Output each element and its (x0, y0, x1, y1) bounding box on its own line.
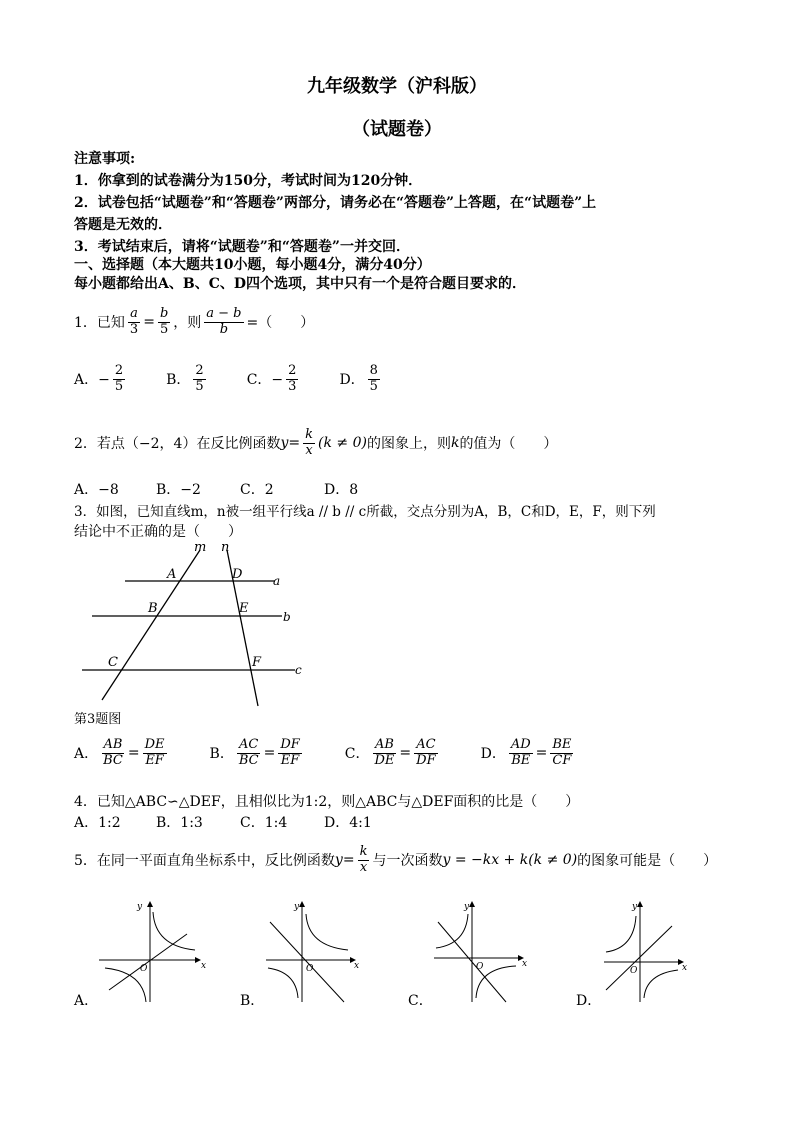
q3-c-l1: AB (374, 737, 394, 752)
q3-a-r1: DE (144, 737, 165, 752)
q5-y: y (334, 852, 343, 869)
q5a-line (109, 934, 187, 990)
q3-d-r1: BE (552, 737, 572, 752)
q1-a-den: 5 (114, 378, 124, 394)
q1-tail: =（ ） (246, 315, 315, 332)
q2-prefix: 2．若点（−2，4）在反比例函数 (74, 436, 281, 453)
q5-graph-b[interactable] (262, 898, 362, 1006)
q5a-x-label: x (201, 961, 207, 971)
q3-d-l1: AD (510, 737, 531, 752)
notes-item-2: 2．试卷包括“试题卷”和“答题卷”两部分，请务必在“答题卷”上答题，在“试题卷”上 (74, 195, 597, 211)
q5c-hyperbola-1 (436, 914, 468, 948)
q4-option-a[interactable]: A．1:2 (74, 815, 121, 831)
q1-option-a[interactable]: A．− (74, 372, 110, 389)
q5b-line (270, 922, 344, 1002)
q3-option-a[interactable]: A． (74, 746, 99, 763)
q5-prefix: 5．在同一平面直角坐标系中，反比例函数 (74, 853, 335, 870)
q1-c-den: 3 (288, 378, 297, 394)
q1-d-den: 5 (369, 378, 378, 394)
label-F: F (252, 655, 262, 670)
q2-option-a[interactable]: A．−8 (74, 482, 119, 498)
q1-frac2-den: 5 (159, 321, 169, 337)
q3-b-l1: AC (239, 737, 259, 752)
q1-prefix: 1．已知 (74, 315, 125, 332)
q5c-y-label: y (464, 902, 470, 912)
q5b-hyperbola-2 (268, 968, 298, 998)
q5-option-b[interactable]: B． (240, 993, 265, 1009)
page-title: 九年级数学（沪科版） (307, 76, 487, 97)
q5b-y-label: y (294, 902, 300, 912)
question-4: 4．已知△ABC∽△DEF，且相似比为1:2，则△ABC与△DEF面积的比是（ ） (74, 794, 580, 810)
question-1 (74, 307, 314, 338)
section1-desc: 每小题都给出A、B、C、D四个选项，其中只有一个是符合题目要求的． (74, 276, 526, 292)
q2-y: y (280, 435, 289, 452)
q1-frac1-den: 3 (129, 321, 139, 337)
q1-options (74, 364, 383, 395)
q1-option-c[interactable]: C．− (246, 372, 284, 389)
q3-b-r1: DF (280, 737, 300, 752)
q3-d-l2: BE (511, 752, 531, 768)
q3-c-l2: DE (374, 752, 395, 768)
q4-option-c[interactable]: C．1:4 (240, 815, 288, 831)
label-C: C (108, 655, 118, 670)
q1-a-num: 2 (114, 363, 124, 378)
q2-option-c[interactable]: C．2 (240, 482, 274, 498)
q1-frac3-den: b (219, 321, 229, 337)
q3-line-2: 结论中不正确的是（ ） (74, 524, 242, 540)
q2-tail2: 的值为（ ） (459, 436, 558, 453)
q2-option-d[interactable]: D．8 (324, 482, 359, 498)
q3-d-r2: CF (552, 752, 572, 768)
q1-frac2-num: b (159, 306, 169, 321)
label-B: B (148, 601, 158, 616)
q5-k: k (359, 844, 368, 859)
q5c-origin: O (476, 962, 484, 972)
q1-b-num: 2 (195, 363, 204, 378)
q5-option-d[interactable]: D． (576, 993, 602, 1009)
q5a-hyperbola-1 (153, 912, 195, 950)
label-E: E (239, 601, 249, 616)
notes-item-2-cont: 答题是无效的． (74, 217, 172, 233)
q1-frac3-num: a − b (206, 306, 242, 321)
q1-option-d[interactable]: D． (339, 372, 365, 389)
q5-linear: y = −kx + k(k ≠ 0) (442, 852, 578, 869)
page-subtitle: （试题卷） (352, 119, 442, 140)
label-n: n (221, 540, 230, 555)
q5a-origin: O (140, 964, 148, 974)
q3-option-c[interactable]: C． (344, 746, 370, 763)
q5d-hyperbola-1 (606, 916, 636, 952)
q1-frac1-num: a (130, 306, 138, 321)
label-A: A (167, 567, 177, 582)
q3-option-b[interactable]: B． (209, 746, 234, 763)
q2-eq: = (288, 435, 301, 452)
q1-equals: = (143, 314, 155, 331)
q5d-x-label: x (682, 963, 688, 973)
q3-line-1: 3．如图，已知直线m，n被一组平行线a // b // c所截，交点分别为A，B，C和D，E，F，则下列 (74, 504, 656, 520)
label-a: a (273, 574, 281, 588)
q3-figure-caption: 第3题图 (74, 712, 122, 727)
q2-option-b[interactable]: B．−2 (156, 482, 201, 498)
q5c-x-label: x (522, 959, 528, 969)
q5b-origin: O (306, 964, 314, 974)
notes-item-1: 1．你拿到的试卷满分为150分，考试时间为120分钟． (74, 173, 423, 189)
q3-a-l1: AB (103, 737, 123, 752)
q5d-y-label: y (632, 902, 638, 912)
label-m: m (194, 540, 207, 555)
q5-mid: 与一次函数 (372, 853, 443, 870)
line-m (102, 550, 200, 700)
q4-option-d[interactable]: D．4:1 (324, 815, 372, 831)
q3-figure (70, 540, 310, 712)
q1-c-num: 2 (288, 363, 297, 378)
q5b-hyperbola-1 (306, 914, 348, 950)
q3-c-r2: DF (416, 752, 436, 768)
notes-item-3: 3．考试结束后，请将“试题卷”和“答题卷”一并交回． (74, 239, 410, 255)
q3-c-r1: AC (416, 737, 436, 752)
q5d-origin: O (630, 966, 638, 976)
q3-options: A． $\frac{AB}{BC}$ = $\frac{DE}{EF}$ B． $\frac{AC}{BC}$ = $\frac{DF}{EF}$ C． $\frac{AB}{DE}$ = $\frac{AC}{DF}$ D． $\frac{AD}{BE}$ = $\frac{BE}{CF}$ (74, 737, 572, 768)
notes-heading: 注意事项: (74, 151, 136, 167)
q1-mid: ，则 (173, 315, 202, 332)
label-D: D (232, 567, 243, 582)
q5-eq: = (342, 852, 355, 869)
question-2 (74, 428, 557, 459)
q3-b-r2: EF (280, 752, 300, 768)
q5d-hyperbola-2 (644, 970, 678, 998)
q2-k2: k (450, 435, 460, 452)
q5-option-a[interactable]: A． (74, 993, 99, 1009)
label-b: b (283, 610, 291, 624)
q5-x: x (359, 859, 368, 875)
q2-cond: (k ≠ 0) (318, 435, 367, 452)
q5-graph-c[interactable] (430, 898, 530, 1006)
q2-tail: 的图象上，则 (366, 436, 451, 453)
q5d-line (606, 926, 672, 990)
q5-graph-a[interactable] (95, 898, 205, 1006)
q3-b-l2: BC (238, 752, 259, 768)
q4-option-b[interactable]: B．1:3 (156, 815, 203, 831)
section1-title: 一、选择题（本大题共10小题，每小题4分，满分40分） (74, 257, 431, 273)
q3-a-l2: BC (103, 752, 123, 768)
q5b-x-label: x (354, 961, 360, 971)
q2-x: x (305, 442, 313, 458)
q3-option-d[interactable]: D． (480, 746, 506, 763)
q3-a-r2: EF (145, 752, 164, 768)
q1-d-num: 8 (369, 363, 378, 378)
q1-b-den: 5 (195, 378, 204, 394)
q5-tail: 的图象可能是（ ） (577, 853, 718, 870)
q1-option-b[interactable]: B． (166, 372, 191, 389)
question-5 (74, 845, 717, 876)
q2-k: k (305, 427, 313, 442)
q5-graph-d[interactable] (600, 898, 690, 1006)
q5-option-c[interactable]: C． (408, 993, 433, 1009)
label-c: c (295, 663, 302, 677)
q5a-y-label: y (137, 902, 143, 912)
